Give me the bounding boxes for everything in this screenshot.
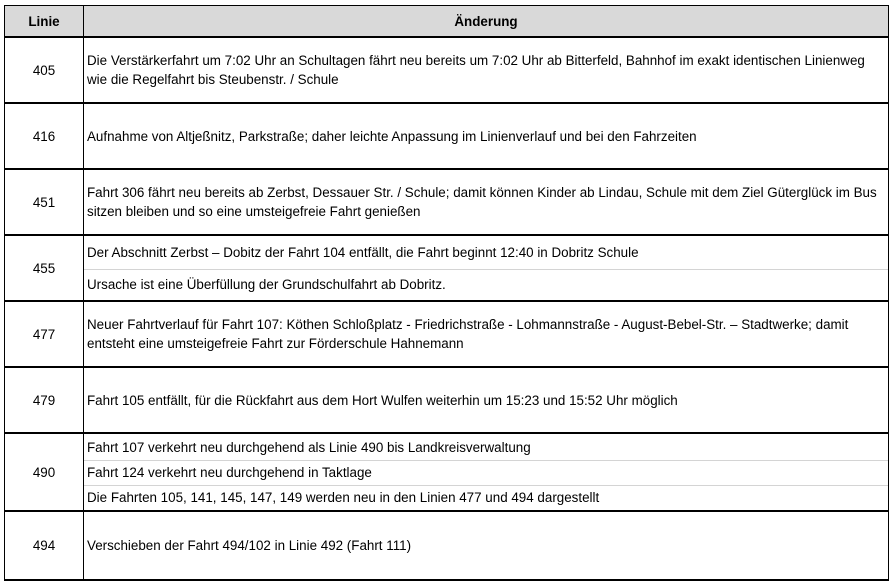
- aenderung-line: Fahrt 124 verkehrt neu durchgehend in Taktlage: [84, 460, 888, 485]
- aenderung-cell: Verschieben der Fahrt 494/102 in Linie 492 (Fahrt 111): [84, 511, 889, 580]
- aenderung-line: Der Abschnitt Zerbst – Dobitz der Fahrt 104 entfällt, die Fahrt beginnt 12:40 in Dobritz Schule: [87, 245, 639, 260]
- linie-cell: 479: [5, 367, 84, 433]
- header-row: [5, 6, 889, 38]
- changes-table: [4, 5, 889, 581]
- aenderung-cell: Neuer Fahrtverlauf für Fahrt 107: Köthen Schloßplatz - Friedrichstraße - Lohmannstraße - August-Bebel-Str. – Stadtwerke; damit entsteht eine umsteigefreie Fahrt zur Förderschule Hahnemann: [84, 301, 889, 367]
- table-row-416: [5, 103, 889, 169]
- linie-cell: 416: [5, 103, 84, 169]
- aenderung-cell: [84, 235, 889, 301]
- aenderung-cell: Fahrt 105 entfällt, für die Rückfahrt aus dem Hort Wulfen weiterhin um 15:23 und 15:52 Uhr möglich: [84, 367, 889, 433]
- table-row-490: [5, 433, 889, 511]
- table-row-477: [5, 301, 889, 367]
- aenderung-cell: Die Verstärkerfahrt um 7:02 Uhr an Schultagen fährt neu bereits um 7:02 Uhr ab Bitterfeld, Bahnhof im exakt identischen Linienweg wie die Regelfahrt bis Steubenstr. / Schule: [84, 37, 889, 103]
- aenderung-line: Ursache ist eine Überfüllung der Grundschulfahrt ab Dobritz.: [84, 269, 888, 300]
- linie-cell: 455: [5, 235, 84, 301]
- header-aenderung: Änderung: [84, 6, 889, 38]
- linie-cell: 477: [5, 301, 84, 367]
- table-row-494: [5, 511, 889, 580]
- linie-cell: 490: [5, 433, 84, 511]
- table-row-455: [5, 235, 889, 301]
- header-linie: Linie: [5, 6, 84, 38]
- table-row-451: [5, 169, 889, 235]
- aenderung-line: Fahrt 107 verkehrt neu durchgehend als Linie 490 bis Landkreisverwaltung: [87, 439, 531, 455]
- table-row-479: [5, 367, 889, 433]
- aenderung-cell: [84, 433, 889, 511]
- aenderung-cell: Aufnahme von Altjeßnitz, Parkstraße; daher leichte Anpassung im Linienverlauf und bei den Fahrzeiten: [84, 103, 889, 169]
- aenderung-cell: Fahrt 306 fährt neu bereits ab Zerbst, Dessauer Str. / Schule; damit können Kinder ab Lindau, Schule mit dem Ziel Güterglück im Bus sitzen bleiben und so eine umsteigefreie Fahrt genießen: [84, 169, 889, 235]
- aenderung-line: Die Fahrten 105, 141, 145, 147, 149 werden neu in den Linien 477 und 494 dargestellt: [84, 485, 888, 510]
- linie-cell: 494: [5, 511, 84, 580]
- linie-cell: 451: [5, 169, 84, 235]
- linie-cell: 405: [5, 37, 84, 103]
- table-row-405: [5, 37, 889, 103]
